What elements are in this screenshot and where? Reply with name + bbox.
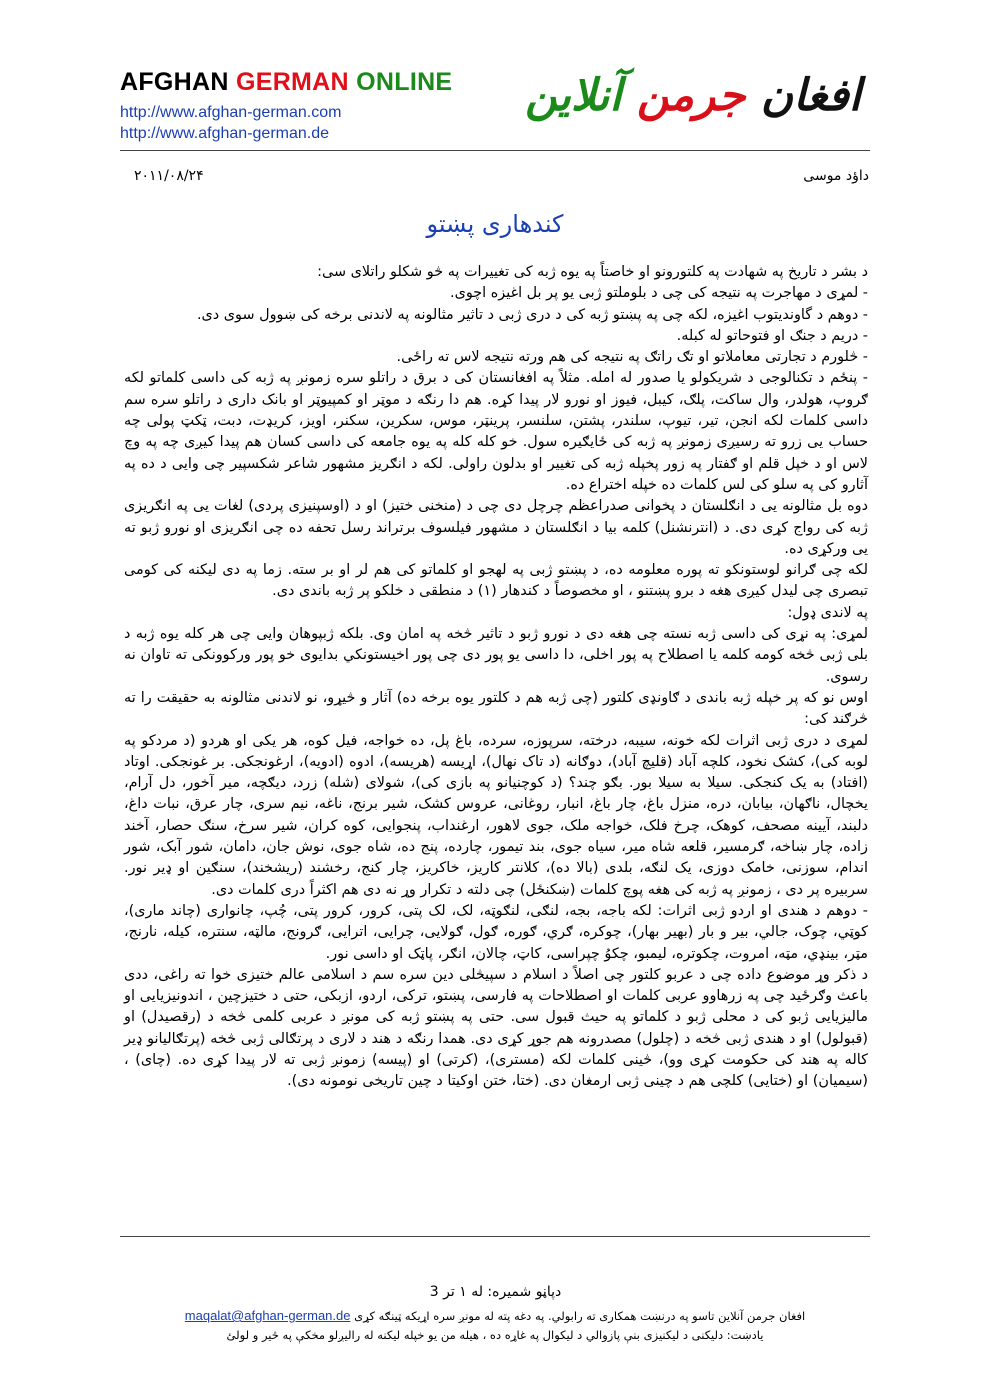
brand-word-afghan: AFGHAN — [120, 68, 229, 96]
publish-date: ۲۰۱۱/۰۸/۲۴ — [134, 168, 204, 184]
logo-word-german: جرمن — [636, 70, 746, 121]
site-links — [120, 102, 341, 144]
paragraph: اوس نو که پر خپله ژبه باندی د ګاونډی کلتور (چی ژبه هم د کلتور یوه برخه ده) آثار و څیړو، نو لاندنی مثالونه به حقیقت را ته څرګند کی: — [124, 689, 868, 728]
paragraph: - پنځم د تکنالوجی د شریکولو یا صدور له امله. مثلاً په افغانستان کی د برق د راتلو سره زمونږ په ژبه کی داسی کلماتو لکه ګروپ، هولدر، وال ساکت، پلګ، کیبل، فیوز او نورو لار پیدا کړه. هم دا رنګه د موټر او کمپیوټر او بانک داری د راتلو سره سم داسی کلمات لکه انجن، تیر، تیوپ، سلندر، پشتن، سلنسر، پرینټر، موس، سکرین، سکنر، اویز، کریډت، دبت، ټکټ پولی چه حساب یی زرو ته رسیږی زمونږ په ژبه کی ځایګیره سول. خو کله کله په یوه جامعه کی داسی کسان هم پیدا کیږی چه په وچ لاس او د خپل قلم او ګفتار په زور پخپله ژبه کی تغییر او بدلون راولی. لکه د انګریز مشهور شاعر شکسپیر چی وایی د ده په آثارو کی په سلو کی لس کلمات ده خپله اختراع ده. — [124, 370, 868, 493]
paragraph: - څلورم د تجارتی معاملاتو او تګ راتګ په نتیجه کی هم ورته نتیجه لاس ته راځی. — [396, 349, 868, 366]
site-logo — [525, 70, 861, 121]
paragraph: په لاندی ډول: — [787, 604, 868, 621]
link-afghan-german-com[interactable]: http://www.afghan-german.com — [120, 104, 342, 121]
paragraph: - دوهم د گاوندیتوب اغیزه، لکه چی په پښتو ژبه کی د دری ژبی د تاثیر مثالونه په لاندنی برخه کی ښوول سوی دی. — [196, 306, 868, 323]
paragraph: د بشر د تاریخ په شهادت په کلتورونو او خاصتاً په یوه ژبه کی تغییرات په څو شکلو راتلای سی: — [317, 264, 868, 280]
article-body — [124, 262, 868, 1093]
paragraph: د ذکر وړ موضوع داده چی د عربو کلتور چی اصلاً د اسلام د سپیڅلی دین سره سم د اسلامی عالم ختیزی خوا ته راغی، ددی باعث وګرځید چی په زرهاوو عربی کلمات او اصطلاحات په فارسی، پښتو، ترکی، اردو، ازبکی، حتی د ختیزچین ، اندونیزیایی او مالیزیایی ژبو کی د محلی ژبو د کلماتو په حیث قبول سی. حتی په پښتو ژبه کی مونږ د عربی کلمی څخه د (رقصیدل) او (قبولول) او د هندی ژبی څخه د (چلول) مصدرونه هم جوړ کړی دی. همدا رنګه د هند د لاری د پرتګالی ژبی څخه (پرتګالیانو ډیر کاله په هند کی حکومت کړی وو)، څینی کلمات لکه (مستری)، (کرتی) او (پیسه) زمونږ ژبی ته لار پیدا کړی ده. (چای) ، (سیمیان) او (ختایی) کلچی هم د چینی ژبی ارمغان دی. (ختا، ختن اوکیتا د چین تاریخی نومونه دی). — [124, 966, 868, 1090]
logo-word-afghan: افغان — [760, 70, 861, 121]
contact-email-link[interactable]: maqalat@afghan-german.de — [184, 1308, 351, 1323]
article-title: کندهاری پښتو — [426, 210, 564, 238]
page-number: دپاڼو شمیره: له ۱ تر 3 — [429, 1284, 562, 1300]
paragraph: لکه چی ګرانو لوستونکو ته پوره معلومه ده، د پښتو ژبی په لهجو او کلماتو کی هم لر او بر سته. زما په دی لیکنه کی کومی تبصری چی لیدل کیږی هغه د برو پښتنو ، او مخصوصاً د کندهار (۱) د منطقی د خلکو پر ژبه باندی دی. — [124, 562, 868, 600]
paragraph: لمړی د دری ژبی اثرات لکه خونه، سیبه، درخته، سرپوزه، سرده، باغ پل، ده خواجه، فیل کوه، هر یکی او هردو (د مردکو په لوبه کی)، کشک نخود، کلچه آباد (قلیچ آباد)، دوګانه (د تاک نهال)، اړیسه (هریسه)، ادوه (ادویه)، ارغونجکی. بر غونجکی. اوتاد (افتاد) به یک کنجکی. سیلا به سیلا بور. بګو چند؟ (د کوچنیانو په بازی کی)، شولای (شله) زرد، دیګچه، میر آخور، دل آرام، یخچال، ناګهان، بیابان، دره، منزل باغ، چار باغ، انبار، روغانی، عروس کشک، شیر برنج، ناغه، نیم سری، چار عرق، نبات داغ، دلبند، آیینه مصحف، کوهک، چرخ فلک، خواجه ملک، جوی لاهور، ارغنداب، پنجوایی، کوه کران، شیر سرخ، سنګ حصار، آخند زاده، چار ښاخه، ګرمسیر، قلعه شاه میر، سیاه جوی، بند تیمور، چارده، پنج ده، شاه جوی، نوش جان، دامان، شور آبک، شور اندام، سوزنی، خامک دوزی، یک لنګه، بلدی (بالا ده)، کلانتر کاریز، خاکریز، چار کنج، رخشند (ریشخند)، سنګین او ډیر نور. سربیره پر دی ، زمونږ په ژبه کی هغه پوچ کلمات (ښکنځل) چی دلته د تکرار وړ نه دی هم اکثراً دری کلمات دی. — [124, 732, 868, 898]
paragraph: - دریم د جنګ او فتوحاتو له کبله. — [676, 327, 868, 344]
footer-contact-text: افغان جرمن آنلاین تاسو په درنښت همکاری ته رابولي. په دغه پته له مونږ سره اړیکه ټینګه کړی — [354, 1309, 806, 1323]
brand-word-german: GERMAN — [235, 68, 349, 96]
logo-word-online: آنلاین — [525, 70, 622, 121]
paragraph: - لمړی د مهاجرت په نتیجه کی چی د بلوملتو ژبی یو پر بل اغیزه اچوی. — [450, 285, 868, 302]
paragraph: دوه بل مثالونه یی د انګلستان د پخوانی صدراعظم چرچل دی چی د (منخنی ختیز) او د (اوسپنیزی پردی) لغات یی په انګریزی ژبه کی رواج کړی دی. د (انترنشنل) کلمه بیا د انګلستان د مشهور فیلسوف برتراند رسل تحفه ده چی انګریزی او نورو ژبو ته یی ورکړی ده. — [124, 498, 868, 557]
paragraph: لمړی: په نړی کی داسی ژبه نسته چی هغه دی د نورو ژبو د تاثیر څخه په امان وی. بلکه ژبپوهان وایی چی هر کله یوه ژبه د بلی ژبی څخه کومه کلمه یا اصطلاح په پور اخلی، دا داسی یو پور دی چی پور اخیستونکي بدایوی خو پور ورکوونکی ته تاوان نه رسوی. — [124, 626, 868, 685]
paragraph: - دوهم د هندی او اردو ژبی اثرات: لکه باجه، بجه، لنګی، لنګوټه، لک، لک پتی، کرور، کرور پتی، چُپ، چانواری (چاند ماری)، کوټي، چوک، جالي، بیر و بار (بهیر بهار)، چوکره، ګري، ګوره، ګول، ګولایی، چرایی، اترایی، ګرونج، مالټه، سنتره، کیله، نارنج، مټر، بینډي، مټه، امروت، چکوتره، لیمبو، چکوُ چپراسی، کاټ، چالان، انګر، پاټک او داسی نور. — [124, 902, 868, 962]
footer-contact-line — [120, 1308, 870, 1323]
author-name: داؤد موسی — [803, 168, 869, 184]
footer-divider — [120, 1236, 870, 1237]
header-divider — [120, 150, 870, 151]
link-afghan-german-de[interactable]: http://www.afghan-german.de — [120, 125, 330, 142]
brand-wordmark — [120, 68, 452, 97]
footer-disclaimer: یادښت: دلیکنی د لیکنیزی بنې پازوالي د لیکوال په غاړه ده ، هیله من یو خپله لیکنه له رالیږلو مخکې په څیر و لولئ — [226, 1328, 764, 1342]
brand-word-online: ONLINE — [356, 68, 453, 96]
